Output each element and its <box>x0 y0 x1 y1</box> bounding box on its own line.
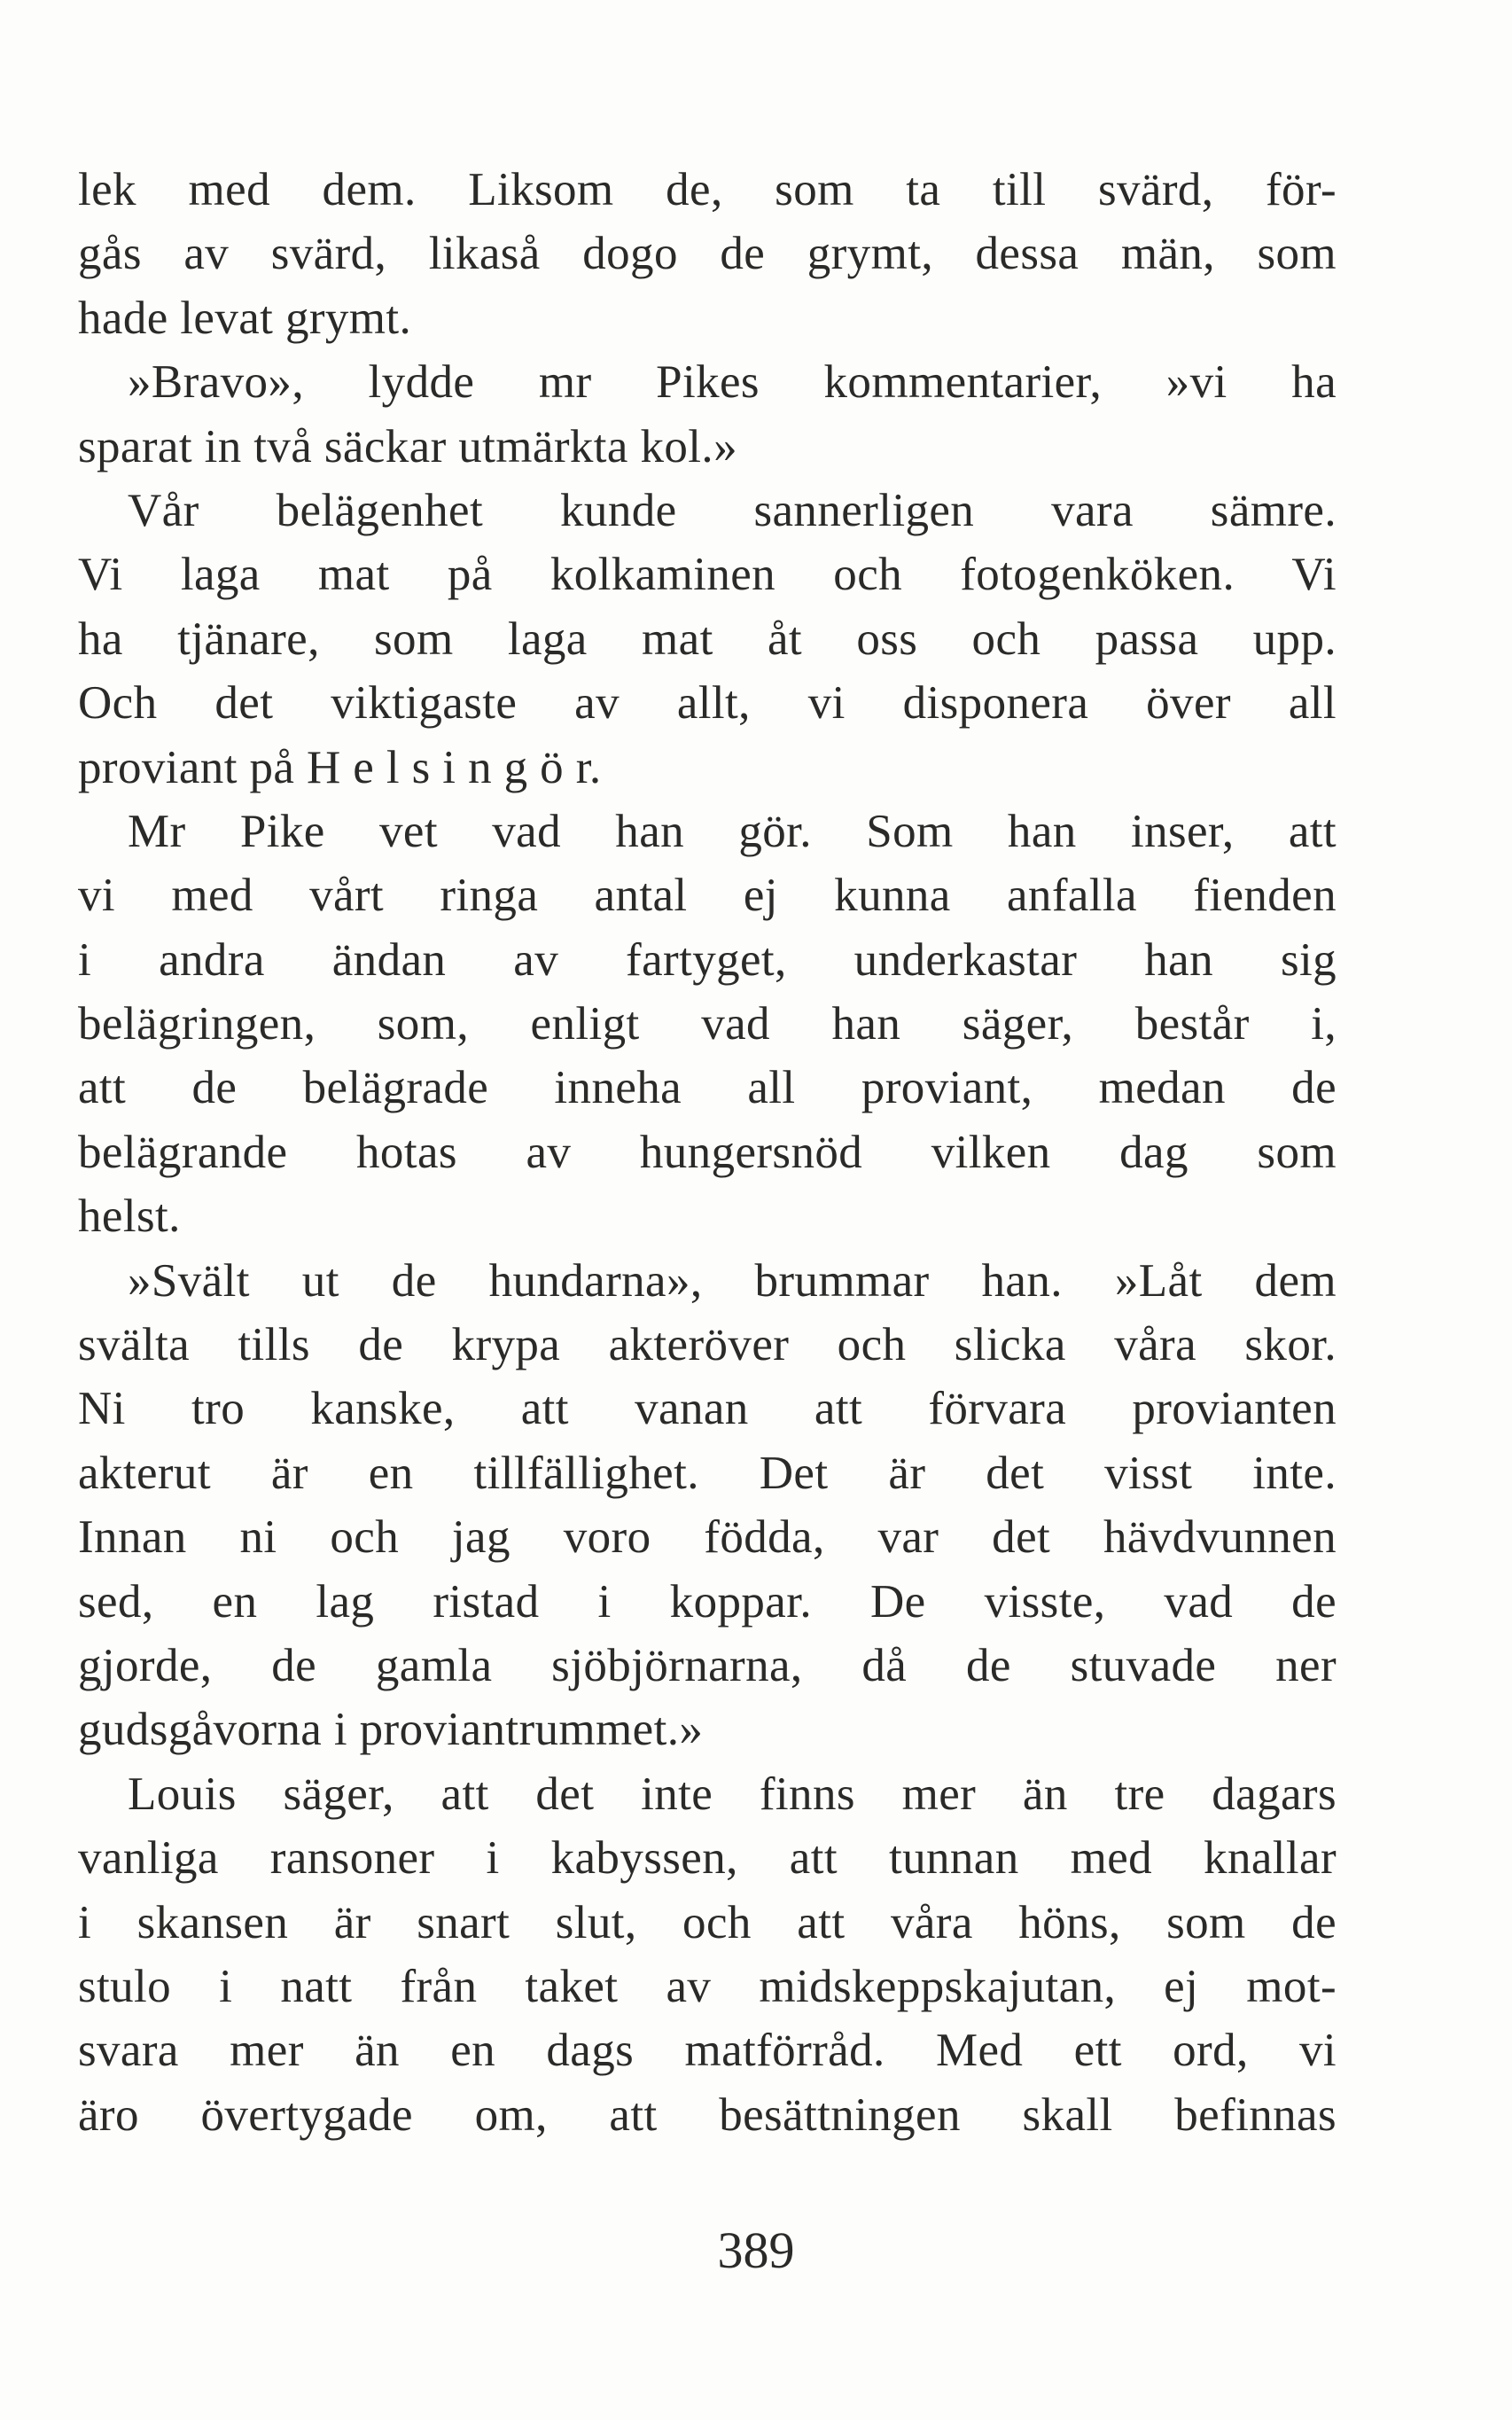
text-line: Ni tro kanske, att vanan att förvara provianten <box>78 1383 1337 1435</box>
text-line: Louis säger, att det inte finns mer än tre dagars <box>128 1768 1337 1820</box>
text-line: äro övertygade om, att besättningen skall befinnas <box>78 2088 1337 2141</box>
text-line: belägringen, som, enligt vad han säger, består i, <box>78 998 1337 1050</box>
text-line: sed, en lag ristad i koppar. De visste, vad de <box>78 1575 1337 1628</box>
text-line: stulo i natt från taket av midskeppskajutan, ej mot- <box>78 1960 1337 2012</box>
paragraph <box>78 800 1337 1249</box>
text-line: Och det viktigaste av allt, vi disponera över all <box>78 677 1337 730</box>
text-line: helst. <box>78 1190 181 1243</box>
page-number: 389 <box>717 2221 795 2279</box>
text-line: Mr Pike vet vad han gör. Som han inser, att <box>128 805 1337 857</box>
text-line: lek med dem. Liksom de, som ta till svärd, för- <box>78 164 1337 215</box>
paragraph <box>78 350 1337 479</box>
text-line: vanliga ransoner i kabyssen, att tunnan med knallar <box>78 1832 1337 1885</box>
paragraph <box>78 158 1337 350</box>
paragraph <box>78 1762 1337 2147</box>
text-line: »Bravo», lydde mr Pikes kommentarier, »vi ha <box>128 356 1337 409</box>
text-line: gudsgåvorna i proviantrummet.» <box>78 1704 704 1756</box>
text-line: i skansen är snart slut, och att våra höns, som de <box>78 1896 1337 1948</box>
paragraph <box>78 1249 1337 1762</box>
body-text <box>78 158 1337 2147</box>
text-line: »Svält ut de hundarna», brummar han. »Låt dem <box>128 1254 1337 1307</box>
text-line: svälta tills de krypa akteröver och slicka våra skor. <box>78 1319 1337 1371</box>
text-line: Vi laga mat på kolkaminen och fotogenköken. Vi <box>78 549 1337 601</box>
text-line: vi med vårt ringa antal ej kunna anfalla fienden <box>78 870 1337 922</box>
text-line: sparat in två säckar utmärkta kol.» <box>78 420 737 472</box>
text-line: Innan ni och jag voro födda, var det hävdvunnen <box>78 1511 1337 1564</box>
text-line: att de belägrade inneha all proviant, medan de <box>78 1062 1337 1114</box>
text-line: svara mer än en dags matförråd. Med ett ord, vi <box>78 2025 1337 2077</box>
text-line: belägrande hotas av hungersnöd vilken dag som <box>78 1126 1337 1178</box>
text-line: Vår belägenhet kunde sannerligen vara sämre. <box>128 484 1337 536</box>
text-line: gås av svärd, likaså dogo de grymt, dessa män, som <box>78 228 1337 280</box>
text-line: proviant på H e l s i n g ö r. <box>78 741 602 793</box>
text-line: ha tjänare, som laga mat åt oss och passa upp. <box>78 613 1337 665</box>
paragraph <box>78 479 1337 800</box>
text-line: akterut är en tillfällighet. Det är det visst inte. <box>78 1447 1337 1499</box>
text-line: gjorde, de gamla sjöbjörnarna, då de stuvade ner <box>78 1639 1337 1691</box>
text-line: hade levat grymt. <box>78 292 412 344</box>
text-line: i andra ändan av fartyget, underkastar han sig <box>78 933 1337 986</box>
